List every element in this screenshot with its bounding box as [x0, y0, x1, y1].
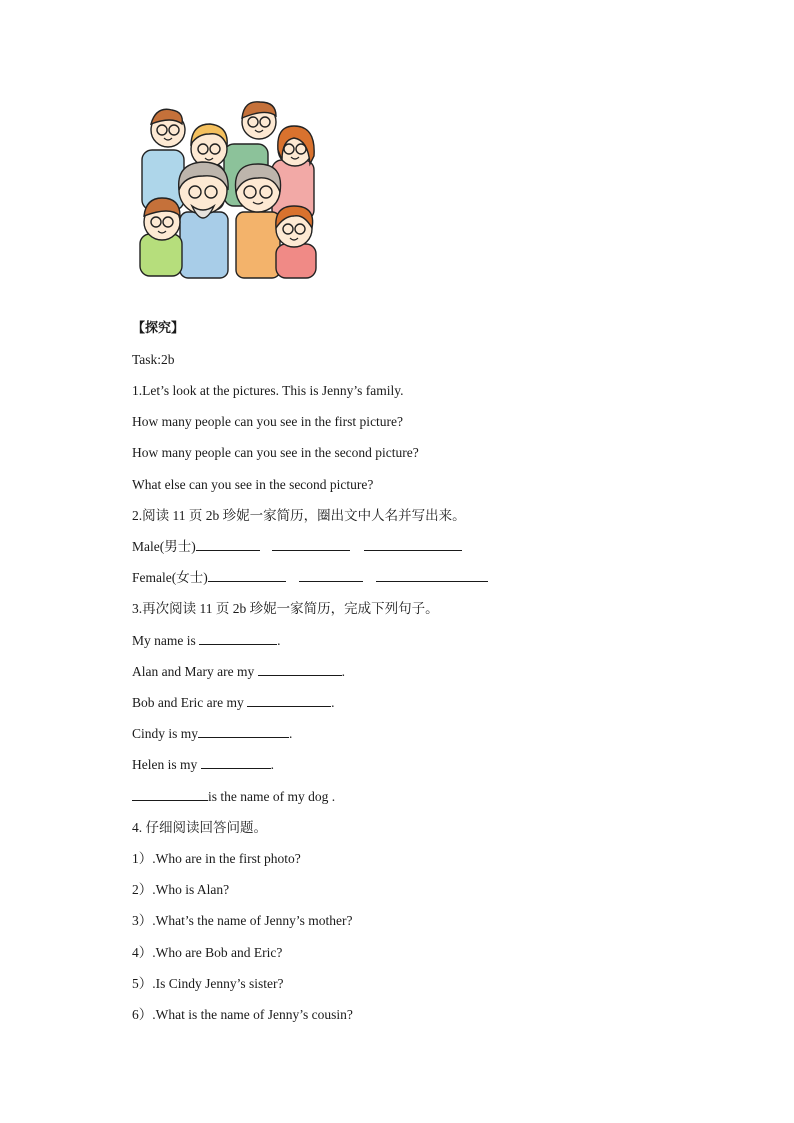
- answer-blank[interactable]: [199, 632, 277, 645]
- sentence-text: .: [270, 757, 274, 772]
- answer-blank[interactable]: [299, 569, 363, 582]
- sentence-text: Bob and Eric are my: [132, 695, 248, 710]
- answer-blank[interactable]: [247, 694, 331, 707]
- section-heading: 【探究】: [132, 321, 185, 336]
- male-answer-row: [132, 538, 462, 556]
- sentence-text: Cindy is my: [132, 726, 199, 741]
- answer-blank[interactable]: [272, 538, 350, 551]
- part4-question-2: 2）.Who is Alan?: [132, 882, 230, 897]
- sentence-6: [132, 788, 335, 806]
- sentence-text: Helen is my: [132, 757, 201, 772]
- sentence-text: .: [289, 726, 293, 741]
- sentence-text: .: [341, 664, 345, 679]
- part4-question-1: 1）.Who are in the first photo?: [132, 851, 301, 866]
- answer-blank[interactable]: [364, 538, 462, 551]
- part1-question-3: What else can you see in the second picture?: [132, 477, 374, 492]
- answer-blank[interactable]: [376, 569, 488, 582]
- part4-question-6: 6）.What is the name of Jenny’s cousin?: [132, 1007, 353, 1022]
- part1-question-1: How many people can you see in the first picture?: [132, 414, 404, 429]
- sentence-text: .: [331, 695, 335, 710]
- family-illustration-icon: [132, 94, 322, 284]
- female-label: Female(女士): [132, 570, 208, 585]
- female-answer-row: [132, 569, 488, 587]
- sentence-text: is the name of my dog .: [208, 789, 336, 804]
- part1-question-2: How many people can you see in the second picture?: [132, 445, 419, 460]
- answer-blank[interactable]: [198, 725, 289, 738]
- part4-question-3: 3）.What’s the name of Jenny’s mother?: [132, 913, 353, 928]
- sentence-5: [132, 756, 274, 774]
- sentence-text: .: [277, 633, 281, 648]
- answer-blank[interactable]: [208, 569, 286, 582]
- sentence-text: Alan and Mary are my: [132, 664, 258, 679]
- answer-blank[interactable]: [132, 788, 208, 801]
- part4-title: 4. 仔细阅读回答问题。: [132, 820, 267, 835]
- answer-blank[interactable]: [258, 663, 342, 676]
- part1-title: 1.Let’s look at the pictures. This is Jenny’s family.: [132, 383, 404, 398]
- part3-title: 3.再次阅读 11 页 2b 珍妮一家简历，完成下列句子。: [132, 601, 439, 616]
- sentence-2: [132, 663, 345, 681]
- task-label: Task:2b: [132, 352, 175, 367]
- part2-title: 2.阅读 11 页 2b 珍妮一家简历，圈出文中人名并写出来。: [132, 508, 466, 523]
- sentence-1: [132, 632, 281, 650]
- part4-question-4: 4）.Who are Bob and Eric?: [132, 945, 283, 960]
- male-label: Male(男士): [132, 539, 196, 554]
- answer-blank[interactable]: [201, 756, 271, 769]
- part4-question-5: 5）.Is Cindy Jenny’s sister?: [132, 976, 284, 991]
- sentence-3: [132, 694, 334, 712]
- sentence-4: [132, 725, 292, 743]
- sentence-text: My name is: [132, 633, 200, 648]
- answer-blank[interactable]: [196, 538, 260, 551]
